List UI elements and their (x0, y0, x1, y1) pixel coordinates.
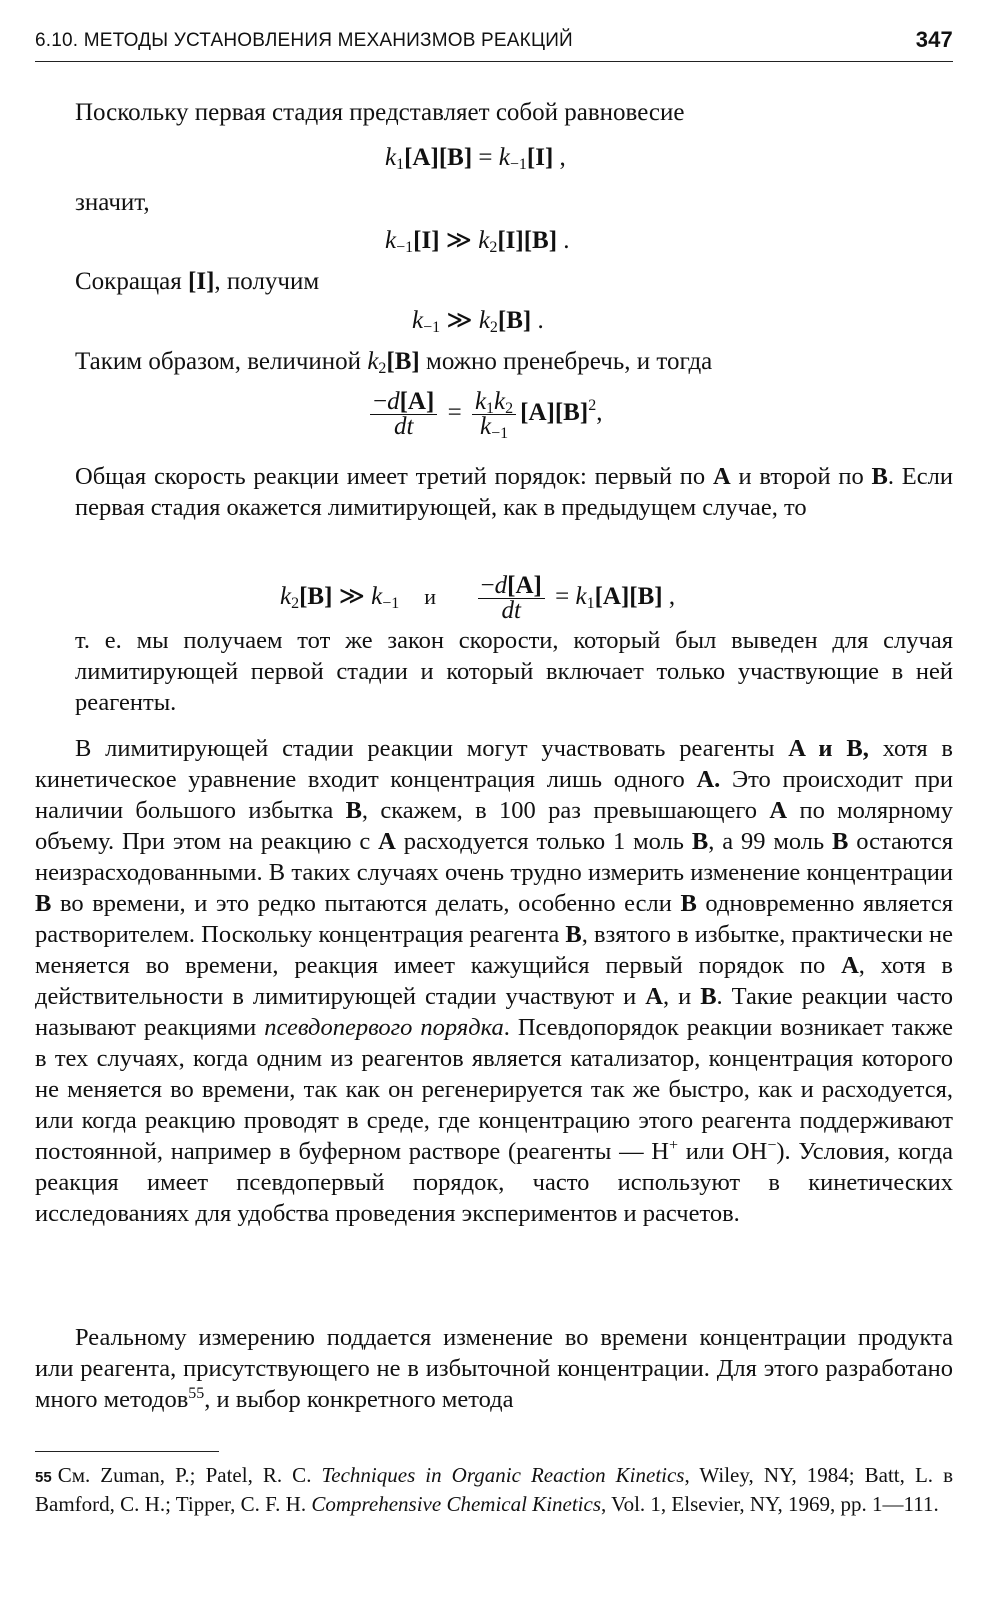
footnote-ref-55[interactable]: 55 (188, 1385, 205, 1402)
p3-t8: остаются неизрасходованными. В таких случаях очень трудно измерить изменение концентрации (35, 828, 953, 886)
paragraph-measurement (35, 1322, 953, 1415)
p3-t11: , взятого в избытке, практически не меняется во времени, реакция имеет кажущийся первый порядок по (35, 921, 954, 979)
p3-t12: , хотя в действительности в лимитирующей стадии участвуют и (35, 952, 953, 1010)
paragraph-third-order (75, 461, 953, 523)
p1-bold-b: B (871, 463, 888, 490)
running-head (35, 27, 953, 62)
p3-t10: одновременно является растворителем. Поскольку концентрация реагента (35, 890, 953, 948)
p4-t1: Реальному измерению поддается изменение во времени концентрации продукта или реагента, присутствующего не в избыточной концентрации. Для этого разработано много методов (35, 1324, 953, 1413)
p3-b-7: B (700, 983, 717, 1010)
p3-b-1: B (345, 797, 362, 824)
paragraph-same-law (75, 625, 953, 718)
intro-line-3-pre: Сокращая (75, 268, 189, 295)
p3-t14: . Такие реакции часто называют реакциями (35, 983, 953, 1041)
footnote-55 (35, 1462, 953, 1518)
intro-line-2: значит, (75, 189, 150, 216)
p3-t17: ). Условия, когда реакция имеет псевдопервый порядок, часто используют в кинетических исследованиях для удобства проведения экспериментов и расчетов. (35, 1138, 953, 1227)
equation-inequality-2: $k_{-1}$ ≫ $k_2[B]$ . (412, 307, 544, 336)
p3-t1: В лимитирующей стадии реакции могут участвовать реагенты (75, 735, 789, 762)
page-number: 347 (915, 27, 953, 52)
equation-equilibrium: $k_1[A][B] = k_{-1}[I]$ , (385, 144, 566, 173)
p3-t7: , а 99 моль (708, 828, 833, 855)
p3-t5: по молярному объему. При этом на реакцию с (35, 797, 954, 855)
p3-t6: расходуется только 1 моль (395, 828, 692, 855)
intro-line-3-bold: [I] (188, 268, 215, 295)
footnote-rule (35, 1451, 219, 1452)
p4-t2: , и выбор конкретного метода (204, 1386, 514, 1413)
equation-connector: и (424, 584, 437, 610)
p3-b-5: B (680, 890, 697, 917)
p3-a-and-b: A и B, (788, 735, 869, 762)
footnote-number: 55 (35, 1469, 52, 1486)
intro-line-3-post: , получим (214, 268, 320, 295)
p1-bold-a: A (712, 463, 731, 490)
p3-a-1: A (769, 797, 788, 824)
footnote-t3: , Vol. 1, Elsevier, NY, 1969, pp. 1—111. (601, 1492, 939, 1516)
p3-sup-minus: − (767, 1137, 777, 1154)
p1-text-2: и второй по (730, 463, 872, 490)
equation-inequality-1: $k_{-1}[I]$ ≫ $k_2[I][B]$ . (385, 227, 570, 256)
footnote-title-2: Comprehensive Chemical Kinetics (311, 1492, 602, 1516)
p1-text-3: . Если первая стадия окажется лимитирующей, как в предыдущем случае, то (75, 463, 953, 521)
p3-a-3: A (841, 952, 859, 979)
intro-line-3 (75, 268, 319, 296)
p3-t16: или OH (678, 1138, 768, 1165)
footnote-t1: См. Zuman, P.; Patel, R. C. (57, 1463, 322, 1487)
p2-text: т. е. мы получаем тот же закон скорости, который был выведен для случая лимитирующей первой стадии и который включает только участвующие в ней реагенты. (75, 627, 953, 716)
p3-t2: хотя в кинетическое уравнение входит концентрация лишь одного (35, 735, 953, 793)
equation-rate-limiting: $k_2[B]$ ≫ $k_{-1}$ и $\frac{-d[A]}{dt}$ = $k_1[A][B]$ , (280, 572, 676, 624)
header-rule (35, 61, 953, 62)
p3-t13: , и (662, 983, 701, 1010)
p3-sup-plus: + (668, 1137, 679, 1154)
p3-italic-term: псевдопервого порядка (264, 1014, 504, 1041)
intro-line-4: Таким образом, величиной $k_2[B]$ можно пренебречь, и тогда (75, 348, 713, 377)
p3-b-6: B (565, 921, 582, 948)
paragraph-pseudo-first-order (35, 733, 953, 1229)
p3-t3: Это происходит при наличии большого избытка (35, 766, 954, 824)
p3-a-2: A (378, 828, 396, 855)
equation-rate-third-order: $\frac{-d[A]}{dt}$ = $\frac{k_1k_2}{k_{-1}}$ $[A][B]^2$, (366, 390, 602, 439)
section-title: 6.10. МЕТОДЫ УСТАНОВЛЕНИЯ МЕХАНИЗМОВ РЕАКЦИЙ (35, 30, 573, 51)
p3-t4: , скажем, в 100 раз превышающего (361, 797, 770, 824)
footnote-title-1: Techniques in Organic Reaction Kinetics (321, 1463, 685, 1487)
p3-b-4: B (35, 890, 52, 917)
p3-b-2: B (691, 828, 709, 855)
intro-line-4-pre: Таким образом, величиной (75, 348, 368, 375)
intro-line-1: Поскольку первая стадия представляет собой равновесие (75, 99, 685, 126)
p3-a-dot: A. (696, 766, 721, 793)
p3-b-3: B (832, 828, 849, 855)
p3-t9: во времени, и это редко пытаются делать, особенно если (51, 890, 681, 917)
p1-text-1: Общая скорость реакции имеет третий порядок: первый по (75, 463, 713, 490)
footnote-t2: , Wiley, NY, 1984; Batt, L. в Bamford, C. H.; Tipper, C. F. H. (35, 1463, 954, 1516)
p3-a-4: A (645, 983, 663, 1010)
p3-t15: . Псевдопорядок реакции возникает также в тех случаях, когда одним из реагентов является катализатор, концентрация которого не меняется во времени, так как он регенерируется так же быстро, как и расходуется, или когда реакцию проводят в среде, где концентрацию этого реагента поддерживают постоянной, например в буферном растворе (реагенты — H (35, 1014, 954, 1165)
intro-line-4-post: можно пренебречь, и тогда (419, 348, 713, 375)
